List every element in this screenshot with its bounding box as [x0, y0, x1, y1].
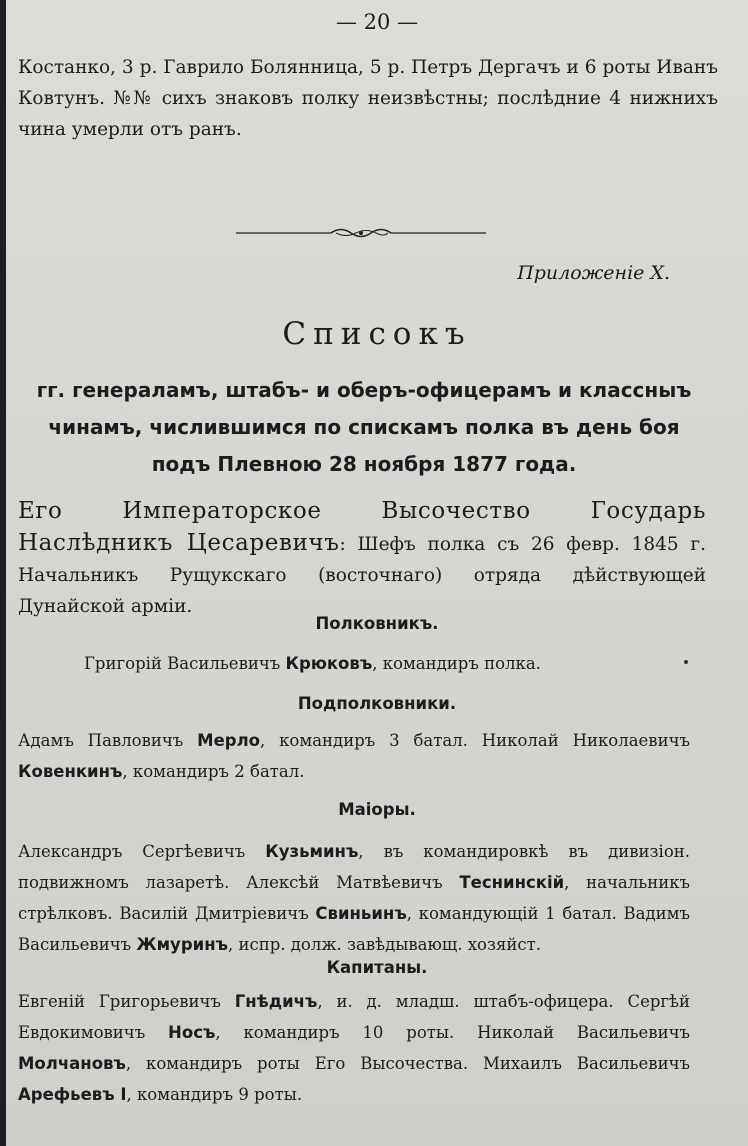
name-zhmurin: Жмуринъ	[136, 935, 228, 954]
page-title: Списокъ	[282, 316, 472, 352]
name-gnedich: Гнѣдичъ	[234, 992, 318, 1011]
entry-colonel: Григорій Васильевичъ Крюковъ, командиръ полка.	[84, 654, 541, 673]
entry-majors: Александръ Сергѣевичъ Кузьминъ, въ командировкѣ въ дивизіон. подвижномъ лазаретѣ. Алексѣй Матвѣевичъ Теснинскій, начальникъ стрѣлковъ. Василій Дмитріевичъ Свиньинъ, командующій 1 батал. Вадимъ Васильевичъ Жмуринъ, испр. долж. завѣдывающ. хозяйст.	[18, 842, 691, 954]
heading-majors: Маіоры.	[338, 800, 416, 819]
heading-lt-colonels: Подполковники.	[297, 694, 457, 713]
entry-lt-colonels: Адамъ Павловичъ Мерло, командиръ 3 батал. Николай Николаевичъ Ковенкинъ, командиръ 2 батал.	[18, 731, 690, 781]
subtitle: гг. генераламъ, штабъ- и оберъ-офицерамъ и классныъ чинамъ, числившимся по спискамъ полка въ день боя подъ Плевною 28 ноября 1877 года.	[36, 378, 692, 476]
book-page	[6, 0, 748, 1146]
ornamental-divider	[236, 222, 486, 244]
name-merlo: Мерло	[197, 731, 261, 750]
name-svinyin: Свиньинъ	[315, 904, 407, 923]
name-tesninsky: Теснинскій	[459, 873, 565, 892]
name-kuzmin: Кузьминъ	[265, 842, 359, 861]
heir-text: : Шефъ полка съ 26 февр. 1845 г. Начальникъ Рущукскаго (восточнаго) отряда дѣйствующей Дунайской арміи.	[18, 534, 706, 617]
heir-name: Его Императорское Высочество Государь Наслѣдникъ Цесаревичъ	[18, 498, 706, 556]
print-speck	[684, 660, 688, 664]
top-paragraph: Костанко, 3 р. Гаврило Болянница, 5 р. Петръ Дергачъ и 6 роты Иванъ Ковтунъ. №№ сихъ знаковъ полку неизвѣстны; послѣдние 4 нижнихъ чина умерли отъ ранъ.	[18, 57, 718, 140]
entry-captains: Евгеній Григорьевичъ Гнѣдичъ, и. д. младш. штабъ-офицера. Сергѣй Евдокимовичъ Носъ, командиръ 10 роты. Николай Васильевичъ Молчановъ, командиръ роты Его Высочества. Михаилъ Васильевичъ Арефьевъ I, командиръ 9 роты.	[18, 992, 691, 1104]
name-arefyev: Арефьевъ I	[18, 1085, 127, 1104]
page-number: — 20 —	[335, 10, 419, 34]
name-nos: Носъ	[168, 1023, 216, 1042]
heading-captains: Капитаны.	[326, 958, 428, 977]
name-kryukov: Крюковъ	[285, 654, 373, 673]
heading-colonel: Полковникъ.	[315, 614, 439, 633]
name-kovenkin: Ковенкинъ	[18, 762, 123, 781]
heir-entry	[18, 496, 706, 622]
appendix-label: Приложеніе X.	[517, 262, 670, 284]
name-molchanov: Молчановъ	[18, 1054, 126, 1073]
